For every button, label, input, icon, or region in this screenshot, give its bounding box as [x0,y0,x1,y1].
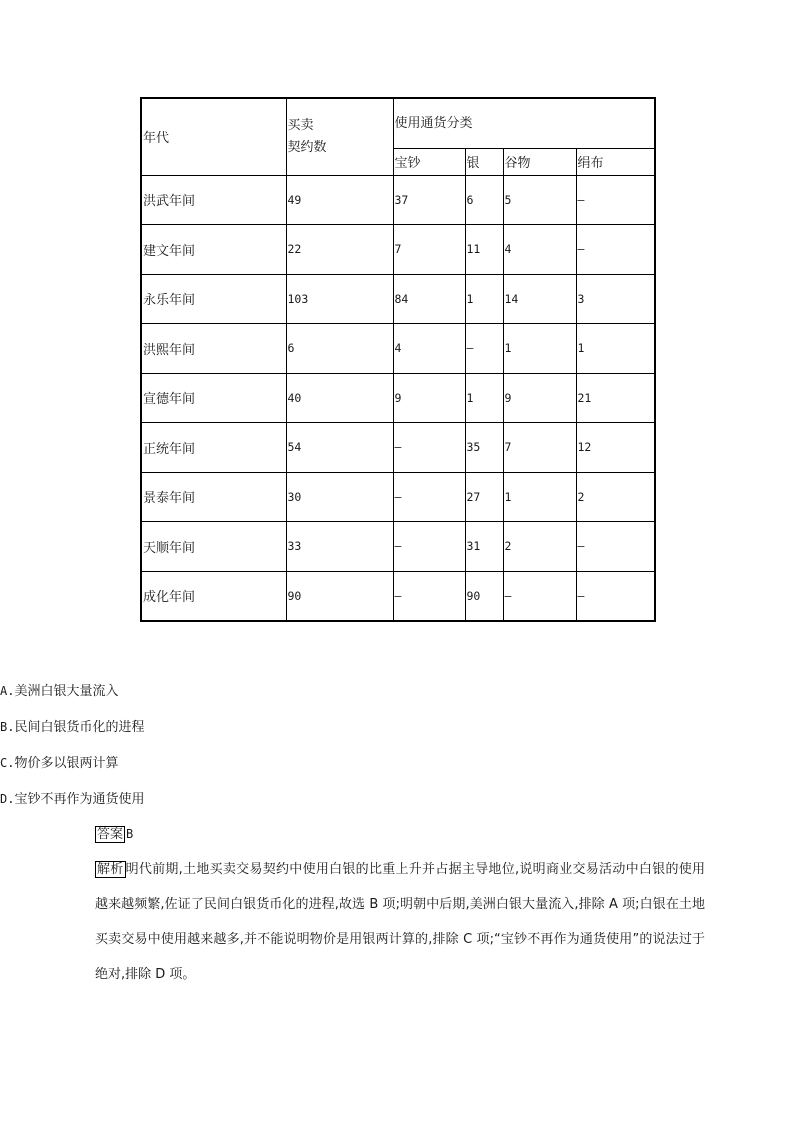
table-row [141,571,655,621]
cell-contracts: 40 [286,373,393,423]
header-contracts-line2: 契约数 [287,139,327,155]
cell-silver: 27 [465,472,503,522]
option-letter: D. [0,792,15,806]
header-currency-group: 使用通货分类 [393,98,655,148]
cell-contracts: 49 [286,175,393,225]
header-contracts [286,98,393,175]
cell-contracts: 54 [286,423,393,473]
table-row [141,324,655,374]
cell-baochao: — [393,522,465,572]
contract-currency-table [140,97,656,622]
option-text: 物价多以银两计算 [14,756,119,771]
cell-era: 永乐年间 [141,274,286,324]
header-baochao: 宝钞 [393,148,465,175]
cell-era: 洪熙年间 [141,324,286,374]
analysis-paragraph [95,852,705,992]
cell-contracts: 6 [286,324,393,374]
analysis-text: 明代前期,土地买卖交易契约中使用白银的比重上升并占据主导地位,说明商业交易活动中白银的使用越来越频繁,佐证了民间白银货币化的进程,故选 B 项;明朝中后期,美洲白银大量流入,排除 A 项;白银在土地买卖交易中使用越来越多,并不能说明物价是用银两计算的,排除 C 项;“宝钞不再作为通货使用”的说法过于绝对,排除 D 项。 [95,862,705,982]
table-header-row [141,98,655,148]
option-letter: A. [0,684,15,698]
option-b [0,716,144,735]
cell-cloth: — [576,522,655,572]
cell-baochao: 84 [393,274,465,324]
cell-contracts: 103 [286,274,393,324]
header-grain: 谷物 [503,148,576,175]
cell-era: 宣德年间 [141,373,286,423]
option-text: 宝钞不再作为通货使用 [14,792,145,807]
cell-grain: — [503,571,576,621]
cell-baochao: 9 [393,373,465,423]
cell-contracts: 22 [286,225,393,275]
table-row [141,225,655,275]
cell-era: 天顺年间 [141,522,286,572]
option-d [0,788,144,807]
table-row [141,522,655,572]
cell-cloth: 12 [576,423,655,473]
cell-cloth: 1 [576,324,655,374]
option-letter: C. [0,756,15,770]
option-c [0,752,118,771]
cell-era: 景泰年间 [141,472,286,522]
cell-cloth: — [576,225,655,275]
cell-cloth: 3 [576,274,655,324]
cell-baochao: — [393,423,465,473]
cell-baochao: 4 [393,324,465,374]
answer-line [95,823,133,842]
cell-baochao: 7 [393,225,465,275]
table-row [141,423,655,473]
cell-silver: — [465,324,503,374]
option-text: 美洲白银大量流入 [14,684,119,699]
table-row [141,274,655,324]
cell-cloth: 21 [576,373,655,423]
cell-cloth: — [576,571,655,621]
cell-grain: 7 [503,423,576,473]
answer-label: 答案 [97,827,124,842]
option-text: 民间白银货币化的进程 [14,720,145,735]
cell-silver: 6 [465,175,503,225]
table-row [141,175,655,225]
cell-contracts: 30 [286,472,393,522]
cell-silver: 1 [465,373,503,423]
header-cloth: 绢布 [576,148,655,175]
option-letter: B. [0,720,15,734]
cell-silver: 11 [465,225,503,275]
cell-grain: 9 [503,373,576,423]
cell-grain: 1 [503,324,576,374]
cell-grain: 14 [503,274,576,324]
cell-grain: 1 [503,472,576,522]
cell-grain: 5 [503,175,576,225]
cell-silver: 31 [465,522,503,572]
cell-era: 成化年间 [141,571,286,621]
table-row [141,373,655,423]
header-contracts-line1: 买卖 [287,117,314,133]
cell-baochao: — [393,571,465,621]
answer-value: B [126,827,134,841]
cell-baochao: 37 [393,175,465,225]
cell-era: 洪武年间 [141,175,286,225]
cell-silver: 1 [465,274,503,324]
cell-grain: 2 [503,522,576,572]
cell-cloth: — [576,175,655,225]
cell-era: 建文年间 [141,225,286,275]
table-row [141,472,655,522]
analysis-label: 解析 [97,862,124,877]
cell-contracts: 33 [286,522,393,572]
header-silver: 银 [465,148,503,175]
header-era: 年代 [141,98,286,175]
cell-cloth: 2 [576,472,655,522]
cell-contracts: 90 [286,571,393,621]
cell-era: 正统年间 [141,423,286,473]
cell-silver: 90 [465,571,503,621]
cell-grain: 4 [503,225,576,275]
option-a [0,680,118,699]
cell-silver: 35 [465,423,503,473]
cell-baochao: — [393,472,465,522]
